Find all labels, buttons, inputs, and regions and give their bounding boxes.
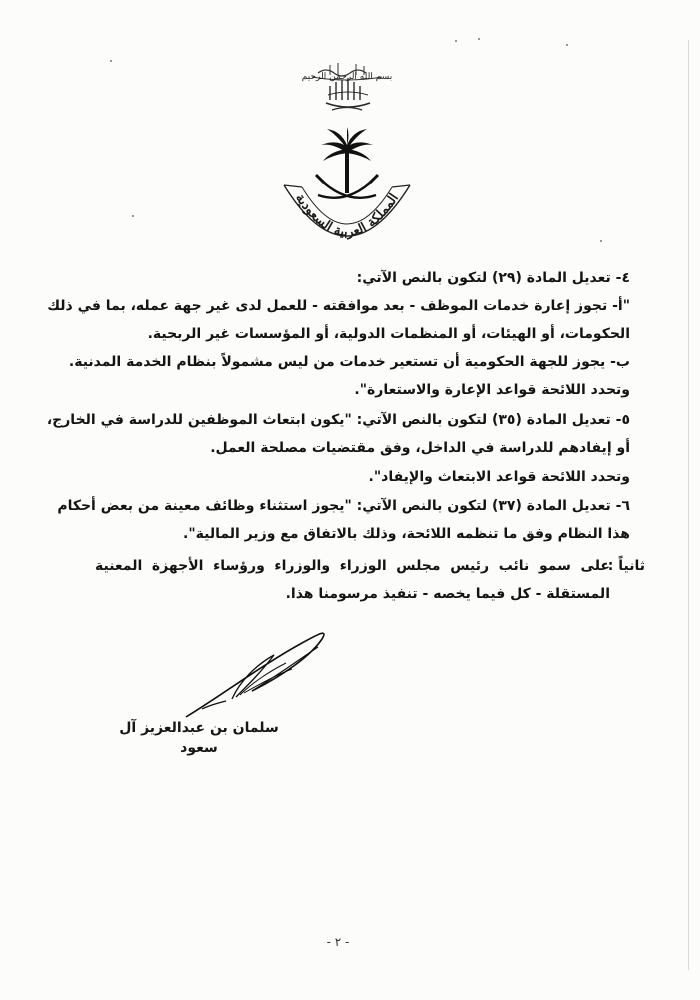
scan-dot [132,215,134,217]
article-29-heading: ٤- تعديل المادة (٢٩) لتكون بالنص الآتي: [356,270,630,286]
article-35-line2: أو إيفادهم للدراسة في الداخل، وفق مقتضيات مصلحة العمل. [210,440,630,456]
execution-clause-line1: على سمو نائب رئيس مجلس الوزراء والوزراء ورؤساء الأجهزة المعنية [95,558,610,574]
article-37-line2: هذا النظام وفق ما تنظمه اللائحة، وذلك بالاتفاق مع وزير المالية". [183,526,630,542]
scan-edge-line [688,40,689,970]
basmala-calligraphy [302,63,392,82]
scan-dot [110,60,112,62]
article-29-para-a-line1: "أ- تجوز إعارة خدمات الموظف - بعد موافقته - للعمل لدى غير جهة عمله، بما في ذلك [47,298,630,314]
article-29-closing: وتحدد اللائحة قواعد الإعارة والاستعارة". [354,382,630,398]
kingdom-name-text: المملكة العربية السعودية [292,190,402,241]
basmala-text: بسم الله الرحمن الرحيم [301,72,393,82]
kingdom-name-arc [284,185,410,240]
svg-text:المملكة العربية السعودية [292,191,402,240]
article-37-line1: ٦- تعديل المادة (٣٧) لتكون بالنص الآتي: "يجوز استثناء وظائف معينة من بعض أحكام [57,498,630,514]
scan-dot [455,40,457,42]
article-35-line1: ٥- تعديل المادة (٣٥) لتكون بالنص الآتي: "يكون ابتعاث الموظفين للدراسة في الخارج، [46,412,630,428]
scan-dot [566,44,568,46]
article-29-para-b: ب- يجوز للجهة الحكومية أن تستعير خدمات من ليس مشمولاً بنظام الخدمة المدنية. [68,354,630,370]
article-29-para-a-line2: الحكومات، أو الهيئات، أو المنظمات الدولية، أو المؤسسات غير الربحية. [147,326,630,342]
article-35-closing: وتحدد اللائحة قواعد الابتعاث والإيفاد". [368,469,630,485]
shahada-calligraphy [326,78,370,110]
signer-name: سلمان بن عبدالعزيز آل سعود [119,720,279,756]
section-second-label: ثانياً : [607,558,645,574]
kingdom-emblem [272,55,422,260]
scan-dot [600,240,602,242]
execution-clause-line2: المستقلة - كل فيما يخصه - تنفيذ مرسومنا هذا. [285,586,610,602]
royal-signature [182,625,332,725]
palm-tree-icon [321,127,373,193]
scan-dot [478,38,480,40]
page-number: - ٢ - [326,935,350,949]
